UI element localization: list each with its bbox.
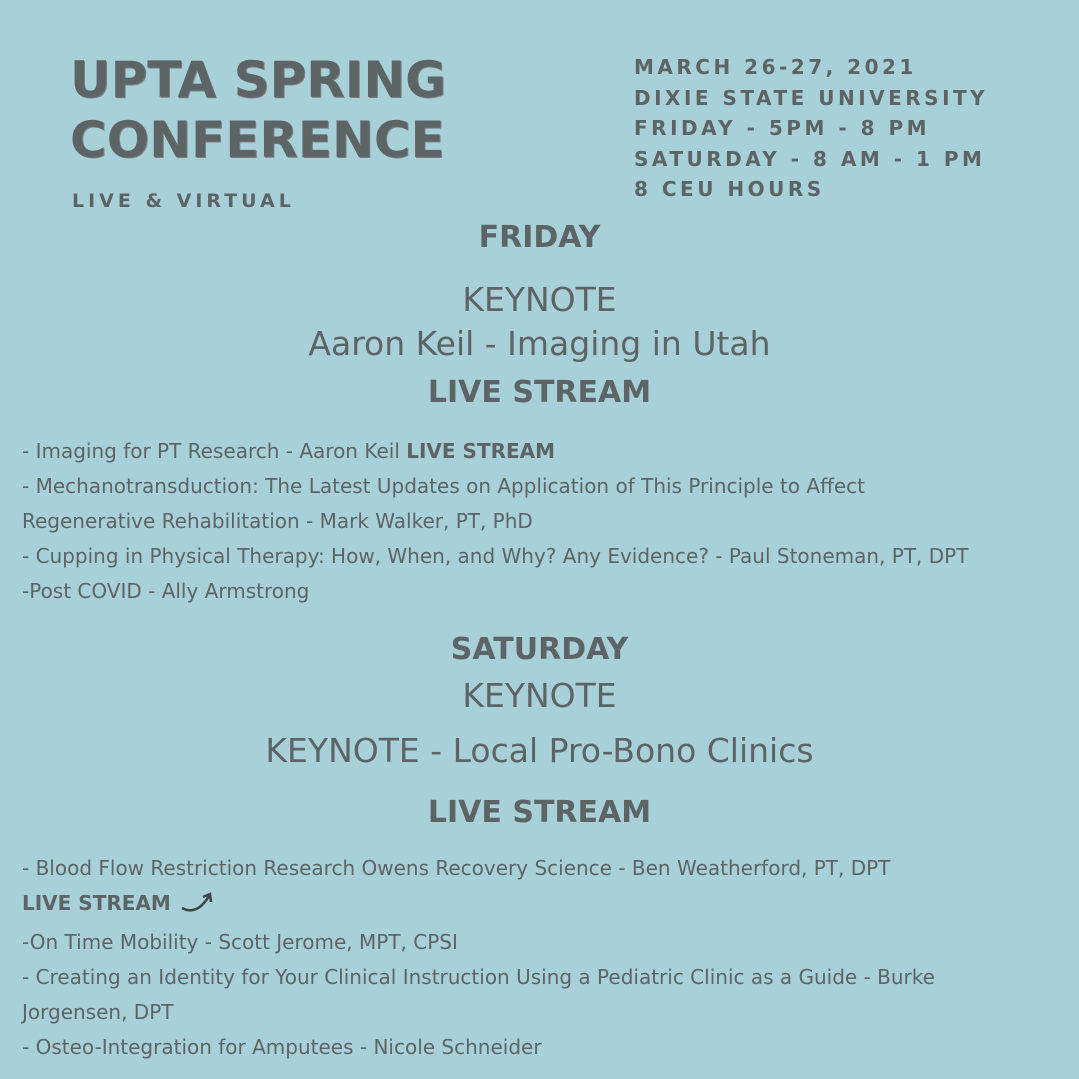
saturday-live-stream-heading: LIVE STREAM	[427, 795, 652, 830]
live-stream-tag: LIVE STREAM	[406, 439, 556, 463]
list-item: - Creating an Identity for Your Clinical Instruction Using a Pediatric Clinic as a Guide - Burke	[22, 965, 935, 989]
list-item-continued: Jorgensen, DPT	[22, 1000, 174, 1024]
saturday-keynote-title: KEYNOTE - Local Pro-Bono Clinics	[265, 731, 814, 770]
title-line-1: UPTA SPRING	[70, 51, 447, 109]
saturday-hours: SATURDAY - 8 AM - 1 PM	[634, 146, 986, 171]
list-item-tag-line	[22, 886, 935, 925]
list-item: - Osteo-Integration for Amputees - Nicole Schneider	[22, 1035, 542, 1059]
event-date: MARCH 26-27, 2021	[634, 55, 917, 79]
conference-title	[70, 50, 446, 170]
list-item: - Blood Flow Restriction Research Owens Recovery Science - Ben Weatherford, PT, DPT	[22, 856, 891, 880]
session-text: - Imaging for PT Research - Aaron Keil	[22, 439, 407, 463]
ceu-hours: 8 CEU HOURS	[634, 177, 825, 201]
friday-session-list	[22, 434, 968, 609]
event-details	[634, 52, 988, 205]
friday-live-stream-heading: LIVE STREAM	[427, 375, 652, 410]
list-item: -On Time Mobility - Scott Jerome, MPT, CPSI	[22, 930, 458, 954]
curved-arrow-icon	[179, 890, 215, 925]
saturday-keynote-label: KEYNOTE	[462, 676, 617, 715]
list-item: - Cupping in Physical Therapy: How, When, and Why? Any Evidence? - Paul Stoneman, PT, DPT	[22, 544, 969, 568]
friday-hours: FRIDAY - 5PM - 8 PM	[634, 116, 931, 140]
live-stream-tag: LIVE STREAM	[22, 891, 171, 915]
conference-subtitle: LIVE & VIRTUAL	[72, 190, 295, 212]
list-item-continued: Regenerative Rehabilitation - Mark Walker, PT, PhD	[22, 509, 533, 533]
event-location: DIXIE STATE UNIVERSITY	[634, 85, 989, 110]
list-item: -Post COVID - Ally Armstrong	[22, 579, 310, 603]
list-item	[22, 434, 968, 469]
list-item: - Mechanotransduction: The Latest Updates on Application of This Principle to Affect	[22, 474, 865, 498]
friday-keynote-label: KEYNOTE	[462, 280, 617, 319]
saturday-session-list	[22, 851, 935, 1065]
friday-keynote-title: Aaron Keil - Imaging in Utah	[308, 324, 771, 363]
saturday-heading: SATURDAY	[450, 632, 629, 667]
title-line-2: CONFERENCE	[70, 111, 445, 169]
friday-heading: FRIDAY	[478, 220, 601, 255]
